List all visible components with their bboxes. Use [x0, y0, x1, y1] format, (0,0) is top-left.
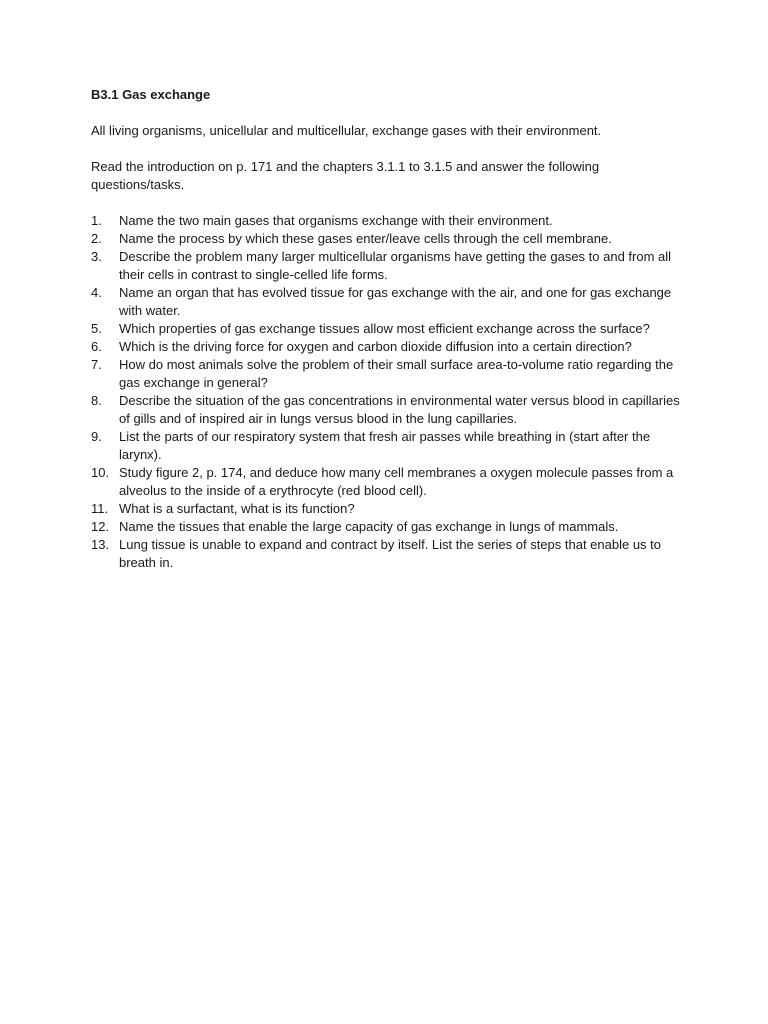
task-item: [91, 248, 691, 284]
task-item: [91, 536, 691, 572]
task-item: [91, 356, 691, 392]
task-text: Name the tissues that enable the large capacity of gas exchange in lungs of mammals.: [119, 519, 619, 534]
document-title: B3.1 Gas exchange: [91, 87, 211, 102]
task-text: Study figure 2, p. 174, and deduce how many cell membranes a oxygen molecule passes from a alveolus to the inside of a erythrocyte (red blood cell).: [119, 465, 674, 498]
task-text: List the parts of our respiratory system that fresh air passes while breathing in (start after the larynx).: [119, 429, 651, 462]
task-item: [91, 284, 691, 320]
task-number: 9.: [91, 429, 102, 444]
task-item: [91, 212, 691, 230]
task-number: 4.: [91, 285, 102, 300]
task-number: 7.: [91, 357, 102, 372]
task-number: 1.: [91, 213, 102, 228]
task-item: [91, 392, 691, 428]
task-list: [91, 212, 691, 572]
task-item: [91, 518, 691, 536]
task-number: 10.: [91, 465, 110, 480]
document-page: [91, 86, 691, 572]
task-number: 8.: [91, 393, 102, 408]
task-number: 5.: [91, 321, 102, 336]
task-number: 13.: [91, 537, 110, 552]
task-text: Which is the driving force for oxygen and carbon dioxide diffusion into a certain direction?: [119, 339, 632, 354]
task-text: Describe the situation of the gas concentrations in environmental water versus blood in capillaries of gills and of inspired air in lungs versus blood in the lung capillaries.: [119, 393, 680, 426]
task-number: 2.: [91, 231, 102, 246]
instructions-paragraph: Read the introduction on p. 171 and the chapters 3.1.1 to 3.1.5 and answer the following questions/tasks.: [91, 159, 600, 192]
task-text: Name the process by which these gases enter/leave cells through the cell membrane.: [119, 231, 612, 246]
intro-paragraph: All living organisms, unicellular and multicellular, exchange gases with their environment.: [91, 123, 602, 138]
task-item: [91, 338, 691, 356]
task-number: 3.: [91, 249, 102, 264]
task-item: [91, 230, 691, 248]
task-text: How do most animals solve the problem of their small surface area-to-volume ratio regarding the gas exchange in general?: [119, 357, 674, 390]
task-number: 11.: [91, 501, 109, 516]
task-number: 12.: [91, 519, 110, 534]
task-text: Which properties of gas exchange tissues allow most efficient exchange across the surface?: [119, 321, 650, 336]
task-item: [91, 320, 691, 338]
task-item: [91, 464, 691, 500]
task-text: Name the two main gases that organisms exchange with their environment.: [119, 213, 553, 228]
task-item: [91, 500, 691, 518]
task-number: 6.: [91, 339, 102, 354]
task-text: Describe the problem many larger multicellular organisms have getting the gases to and from all their cells in contrast to single-celled life forms.: [119, 249, 672, 282]
task-text: Lung tissue is unable to expand and contract by itself. List the series of steps that enable us to breath in.: [119, 537, 662, 570]
task-item: [91, 428, 691, 464]
task-text: What is a surfactant, what is its function?: [119, 501, 355, 516]
task-text: Name an organ that has evolved tissue for gas exchange with the air, and one for gas exchange with water.: [119, 285, 672, 318]
